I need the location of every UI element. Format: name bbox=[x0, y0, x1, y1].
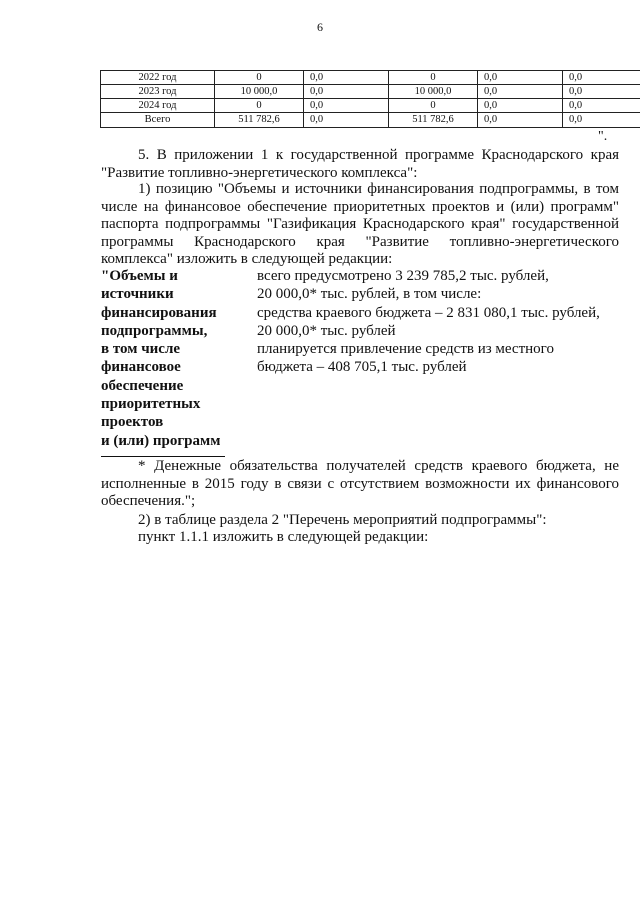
passport-label-line: подпрограммы, bbox=[101, 322, 208, 339]
table-cell-year: Всего bbox=[101, 113, 215, 127]
footnote-rule bbox=[101, 456, 225, 457]
footnote-text: * Денежные обязательства получателей средств краевого бюджета, не исполненные в 2015 году в связи с отсутствием возможности их финансового обеспечения."; bbox=[101, 458, 619, 509]
table-cell-value: 0,0 bbox=[563, 99, 640, 113]
table-cell-value: 10 000,0 bbox=[389, 85, 478, 99]
passport-label-line: и (или) программ bbox=[101, 432, 221, 449]
table-row bbox=[101, 99, 640, 113]
table-cell-value: 0,0 bbox=[478, 85, 563, 99]
paragraph-1-text: 1) позицию "Объемы и источники финансирования подпрограммы, в том числе на финансовое обеспечение приоритетных проектов и (или) программ" паспорта подпрограммы "Газификация Краснодарского края" государственной программы Краснодарского края "Развитие топливно-энергетического комплекса" изложить в следующей редакции: bbox=[101, 181, 619, 267]
table-cell-year: 2022 год bbox=[101, 71, 215, 85]
footnote bbox=[101, 458, 619, 511]
table-cell-value: 0,0 bbox=[304, 113, 389, 127]
table-cell-value: 10 000,0 bbox=[215, 85, 304, 99]
paragraph-1 bbox=[101, 181, 619, 269]
table-cell-value: 0 bbox=[389, 99, 478, 113]
table-cell-value: 0,0 bbox=[563, 85, 640, 99]
passport-label-line: финансовое bbox=[101, 359, 181, 376]
table-cell-value: 0,0 bbox=[304, 85, 389, 99]
financing-table bbox=[100, 70, 640, 128]
paragraph-5 bbox=[101, 147, 619, 182]
page-number: 6 bbox=[317, 20, 323, 34]
passport-value-line: всего предусмотрено 3 239 785,2 тыс. рублей, bbox=[257, 268, 549, 284]
table-row bbox=[101, 113, 640, 127]
passport-label-line: проектов bbox=[101, 414, 164, 431]
passport-label-line: приоритетных bbox=[101, 396, 201, 413]
table-cell-value: 0,0 bbox=[478, 99, 563, 113]
table-cell-value: 0,0 bbox=[563, 71, 640, 85]
passport-label-line: источники bbox=[101, 286, 174, 303]
passport-value-line: средства краевого бюджета – 2 831 080,1 тыс. рублей, bbox=[257, 304, 600, 321]
passport-value-line: планируется привлечение средств из местного bbox=[257, 341, 554, 358]
item-point-text: пункт 1.1.1 изложить в следующей редакции: bbox=[138, 529, 429, 545]
table-cell-value: 0,0 bbox=[563, 113, 640, 127]
item-2-text: 2) в таблице раздела 2 "Перечень мероприятий подпрограммы": bbox=[138, 512, 547, 528]
passport-label bbox=[101, 267, 251, 450]
passport-value-line: 20 000,0* тыс. рублей, в том числе: bbox=[257, 286, 482, 303]
table-cell-value: 0,0 bbox=[304, 71, 389, 85]
passport-label-line: финансирования bbox=[101, 304, 217, 321]
paragraph-5-text: 5. В приложении 1 к государственной программе Краснодарского края "Развитие топливно-энергетического комплекса": bbox=[101, 147, 619, 181]
passport-label-line: в том числе bbox=[101, 341, 181, 358]
table-cell-value: 511 782,6 bbox=[389, 113, 478, 127]
passport-label-line: обеспечение bbox=[101, 377, 184, 394]
table-cell-value: 0,0 bbox=[478, 71, 563, 85]
passport-label-line: "Объемы и bbox=[101, 268, 178, 284]
closing-quote: ". bbox=[598, 129, 608, 144]
table-cell-value: 511 782,6 bbox=[215, 113, 304, 127]
table-cell-value: 0,0 bbox=[304, 99, 389, 113]
passport-value-line: 20 000,0* тыс. рублей bbox=[257, 322, 396, 339]
table-cell-value: 0 bbox=[215, 71, 304, 85]
passport-value bbox=[257, 267, 619, 377]
table-cell-year: 2024 год bbox=[101, 99, 215, 113]
table-row bbox=[101, 71, 640, 85]
passport-value-line: бюджета – 408 705,1 тыс. рублей bbox=[257, 359, 467, 376]
table-row bbox=[101, 85, 640, 99]
table-cell-year: 2023 год bbox=[101, 85, 215, 99]
table-cell-value: 0 bbox=[389, 71, 478, 85]
table-cell-value: 0,0 bbox=[478, 113, 563, 127]
table-cell-value: 0 bbox=[215, 99, 304, 113]
